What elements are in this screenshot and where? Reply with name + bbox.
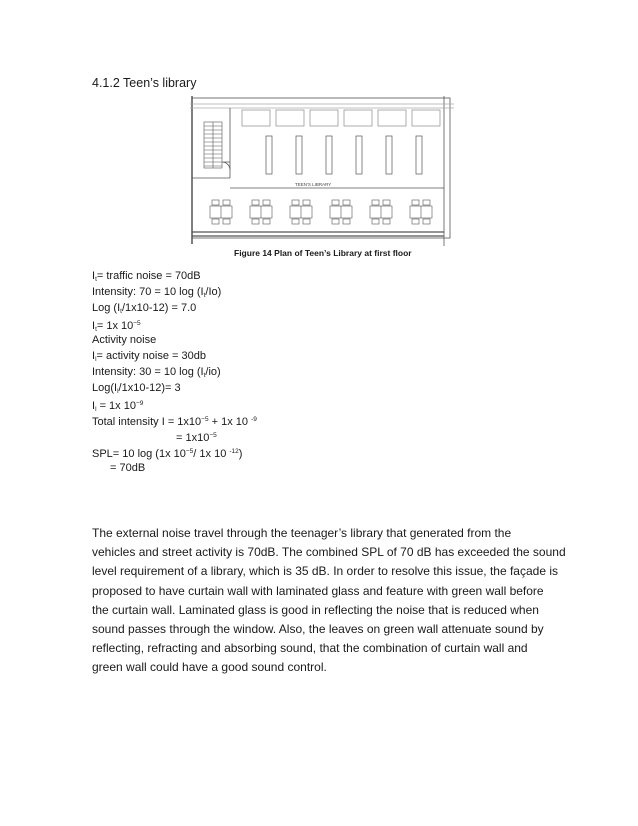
calc-line-6: $I_l=$ activity noise = 30db [92, 350, 206, 363]
window-bay [344, 110, 372, 126]
chair [343, 219, 350, 224]
window-bay [276, 110, 304, 126]
chair [343, 200, 350, 205]
door-swing [222, 162, 230, 170]
chair [372, 200, 379, 205]
chair [372, 219, 379, 224]
bookshelf [386, 136, 392, 174]
chair [263, 200, 270, 205]
chair [212, 219, 219, 224]
calc-line-7: Intensity: 30 = 10 $\log (I_t/io)$ [92, 366, 221, 379]
calc-line-11: = $1x10^{-5}$ [176, 432, 217, 444]
chair [263, 219, 270, 224]
calc-line-9: $I_l = 1x$ $10^{-9}$ [92, 400, 144, 413]
paragraph-line: vehicles and street activity is 70dB. The combined SPL of 70 dB has exceeded the sound [92, 545, 566, 560]
paragraph-line: The external noise travel through the teenager’s library that generated from the [92, 526, 512, 540]
bookshelf [296, 136, 302, 174]
paragraph-line: green wall could have a good sound control. [92, 660, 327, 675]
chair [332, 219, 339, 224]
bookshelf [266, 136, 272, 174]
paragraph-line: reflecting, refracting and absorbing sound, that the combination of curtain wall and [92, 641, 528, 656]
bookshelf [416, 136, 422, 174]
bookshelf [326, 136, 332, 174]
chair [383, 219, 390, 224]
staircase [204, 122, 222, 168]
window-bays [242, 110, 440, 126]
bookshelves [266, 136, 422, 174]
floor-plan-figure [190, 96, 454, 246]
chair [212, 200, 219, 205]
body-paragraph [92, 524, 566, 678]
chair [383, 200, 390, 205]
chair [252, 219, 259, 224]
section-heading: 4.1.2 Teen’s library [92, 76, 197, 90]
chair [423, 200, 430, 205]
calc-line-2: Intensity: 70 = 10 $\log (I_t/Io)$ [92, 286, 222, 299]
chair [223, 200, 230, 205]
calc-line-1: $I_t=$ traffic noise = 70dB [92, 270, 201, 283]
paragraph-line: proposed to have curtain wall with laminated glass and feature with green wall before [92, 583, 544, 598]
paragraph-line: level requirement of a library, which is 35 dB. In order to resolve this issue, the façade is [92, 564, 559, 579]
chair [423, 219, 430, 224]
chair [292, 200, 299, 205]
chair [303, 219, 310, 224]
calc-line-4: $I_t= 1x$ $10^{-5}$ [92, 320, 141, 333]
calc-line-5: Activity noise [92, 334, 157, 346]
chair [252, 200, 259, 205]
calc-line-12: SPL= 10 log (1x $10^{-5}/$ 1x 10 $^{-12}$) [92, 448, 243, 460]
chair [223, 219, 230, 224]
room-label: TEEN'S LIBRARY [295, 182, 332, 187]
plan-outer-wall [192, 98, 450, 238]
window-bay [310, 110, 338, 126]
paragraph-line: the curtain wall. Laminated glass is good in reflecting the noise that is reduced when [92, 602, 539, 617]
chair [292, 219, 299, 224]
floor-plan-drawing [190, 96, 454, 246]
calc-line-8: $Log(I_l/1x10-12)= 3$ [92, 382, 181, 395]
chair [412, 219, 419, 224]
chair [332, 200, 339, 205]
calc-line-3: Log $(I_t/1x10-12) = 7.0$ [92, 302, 197, 315]
window-bay [412, 110, 440, 126]
window-bay [378, 110, 406, 126]
calc-line-10: Total intensity $I = 1x10^{-5} + 1x$ 10 $^{-9}$ [92, 416, 257, 428]
figure-caption: Figure 14 Plan of Teen’s Library at first floor [234, 248, 412, 258]
chair [412, 200, 419, 205]
paragraph-line: sound passes through the window. Also, the leaves on green wall attenuate sound by [92, 622, 544, 637]
reading-tables [210, 200, 432, 224]
window-bay [242, 110, 270, 126]
chair [303, 200, 310, 205]
bookshelf [356, 136, 362, 174]
calc-line-13: = 70dB [110, 462, 146, 474]
